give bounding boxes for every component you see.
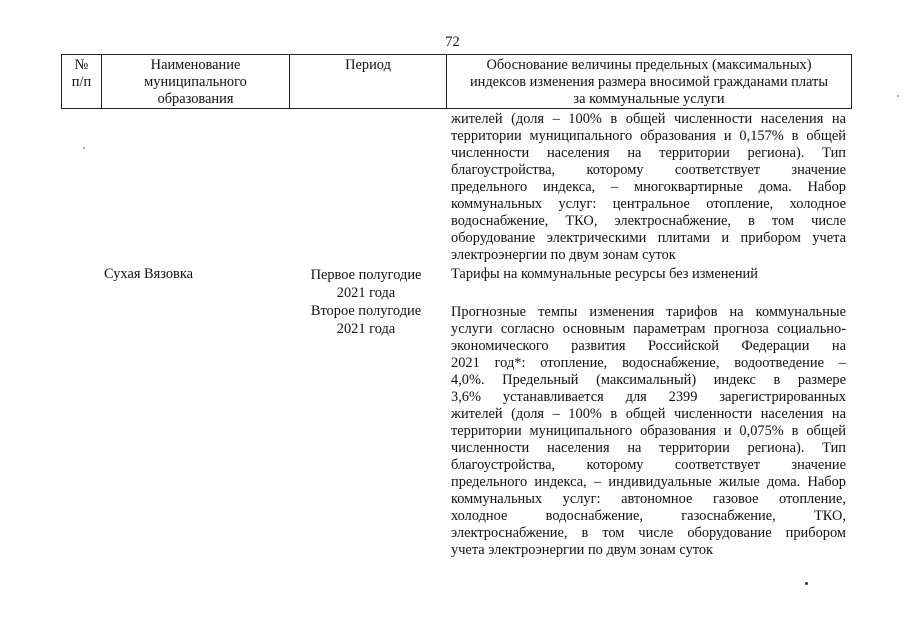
text-line: холодное водоснабжение, газоснабжение, ТКО, <box>451 508 846 524</box>
text-line: благоустройства, которому соответствует значение <box>451 162 846 178</box>
period-first-half <box>296 266 436 302</box>
text-line: численности населения на территории региона). Тип <box>451 145 846 161</box>
text-line: электроснабжение, в том числе оборудование прибором <box>451 525 846 541</box>
text-line: экономического развития Российской Федерации на <box>451 338 846 354</box>
text-line: 4,0%. Предельный (максимальный) индекс в размере <box>451 372 846 388</box>
header-cell-period <box>290 55 447 109</box>
text-line: водоснабжение, ТКО, электроснабжение, в том числе <box>451 213 846 229</box>
municipality-name: Сухая Вязовка <box>104 266 194 282</box>
text-line: Прогнозные темпы изменения тарифов на коммунальные <box>451 304 846 320</box>
text-line: электроэнергии по двум зонам суток <box>451 247 676 263</box>
header-cell-reason <box>447 55 852 109</box>
header-cell-municipality <box>102 55 290 109</box>
text-line: 3,6% устанавливается для 2399 зарегистрированных <box>451 389 846 405</box>
header-cell-number <box>62 55 102 109</box>
header-text: образования <box>157 91 234 107</box>
text-line: территории муниципального образования и 0,075% в общей <box>451 423 846 439</box>
header-text: п/п <box>71 74 92 90</box>
text-line: коммунальных услуг: автономное газовое отопление, <box>451 491 846 507</box>
scan-speck <box>83 147 85 149</box>
text-line: благоустройства, которому соответствует значение <box>451 457 846 473</box>
scan-speck <box>897 95 899 97</box>
header-text: муниципального <box>144 74 247 90</box>
period-text: Второе полугодие <box>310 303 422 319</box>
text-line: жителей (доля – 100% в общей численности населения на <box>451 406 846 422</box>
header-text: № <box>74 57 89 73</box>
text-line: численности населения на территории региона). Тип <box>451 440 846 456</box>
text-line: услуги согласно основным параметрам прогноза социально- <box>451 321 846 337</box>
reason-second-half <box>451 304 846 559</box>
text-line: коммунальных услуг: центральное отопление, холодное <box>451 196 846 212</box>
text-line: 2021 год*: отопление, водоснабжение, водоотведение – <box>451 355 846 371</box>
header-text: за коммунальные услуги <box>573 91 725 107</box>
text-line: предельного индекса, – индивидуальные жилые дома. Набор <box>451 474 846 490</box>
period-second-half <box>296 302 436 338</box>
text-line: оборудование электрическими плитами и прибором учета <box>451 230 846 246</box>
reason-first-half: Тарифы на коммунальные ресурсы без изменений <box>451 266 758 282</box>
period-text: Первое полугодие <box>310 267 422 283</box>
text-line: территории муниципального образования и 0,157% в общей <box>451 128 846 144</box>
text-line: учета электроэнергии по двум зонам суток <box>451 542 714 558</box>
header-text: Обоснование величины предельных (максимальных) <box>486 57 812 73</box>
scan-speck <box>805 582 808 585</box>
continued-text-block <box>451 111 846 264</box>
header-text: индексов изменения размера вносимой гражданами платы <box>469 74 829 90</box>
text-line: жителей (доля – 100% в общей численности населения на <box>451 111 846 127</box>
table-header <box>61 54 852 109</box>
page-number: 72 <box>445 34 460 50</box>
period-text: 2021 года <box>336 285 396 301</box>
period-text: 2021 года <box>336 321 396 337</box>
text-line: предельного индекса, – многоквартирные дома. Набор <box>451 179 846 195</box>
header-text: Наименование <box>150 57 241 73</box>
header-text: Период <box>345 57 391 73</box>
